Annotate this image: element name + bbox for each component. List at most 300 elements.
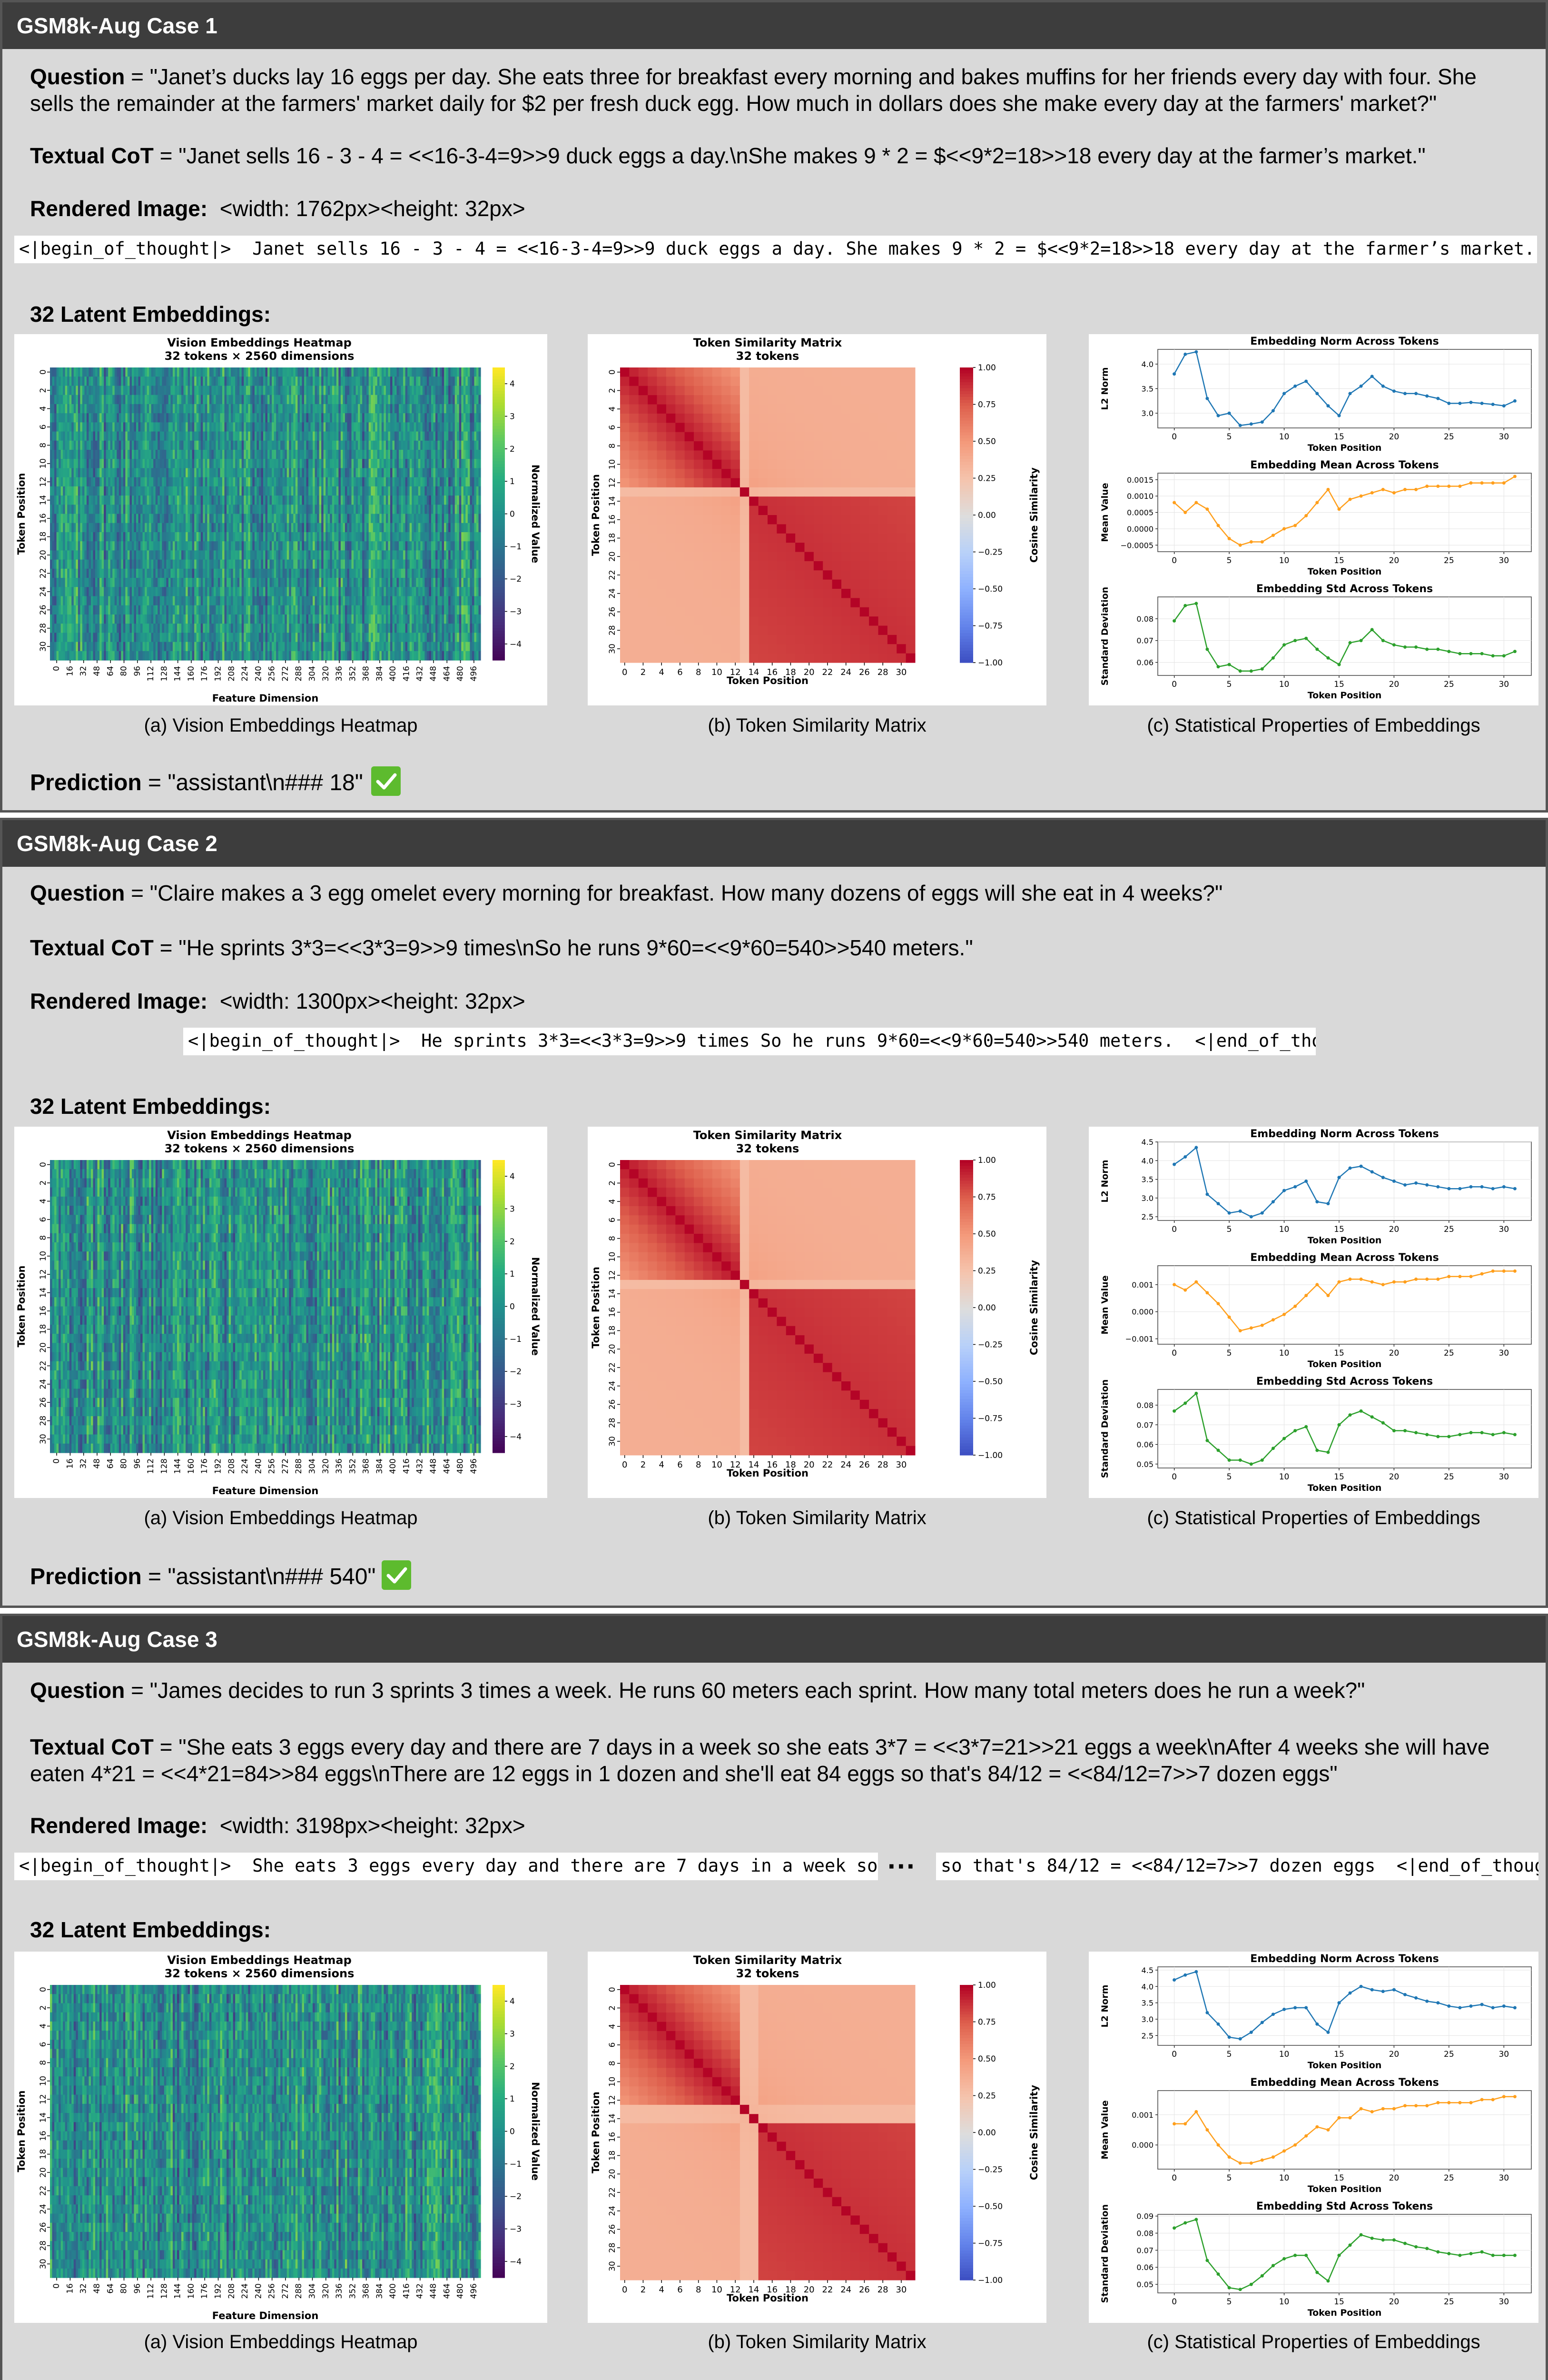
heatmap-cell [384,367,386,377]
heatmap-cell [188,587,190,596]
heatmap-cell [431,514,434,524]
heatmap-cell [71,367,74,377]
heatmap-cell [388,450,390,459]
heatmap-cell [386,450,388,459]
heatmap-cell [110,413,113,423]
heatmap-cell [149,459,151,468]
heatmap-cell [263,468,266,477]
heatmap-cell [138,505,141,514]
heatmap-cell [123,569,126,578]
heatmap-cell [65,523,68,533]
heatmap-cell [384,432,386,441]
heatmap-cell [147,422,149,432]
heatmap-cell [71,541,74,551]
heatmap-cell [57,505,59,514]
heatmap-cell [304,459,306,468]
heatmap-cell [345,395,347,405]
heatmap-cell [407,441,410,450]
heatmap-cell [192,422,195,432]
heatmap-cell [248,422,250,432]
heatmap-cell [261,386,263,395]
heatmap-cell [407,386,410,395]
heatmap-cell [465,468,468,477]
heatmap-cell [205,404,207,414]
heatmap-cell [302,459,304,468]
heatmap-cell [410,505,412,514]
heatmap-cell [440,377,442,386]
heatmap-cell [365,386,367,395]
heatmap-cell [140,569,143,578]
heatmap-cell [87,477,89,487]
heatmap-cell [319,477,322,487]
heatmap-cell [110,587,113,596]
heatmap-cell [237,450,240,459]
heatmap-cell [293,523,296,533]
heatmap-cell [125,386,128,395]
heatmap-cell [225,486,227,496]
heatmap-cell [300,468,302,477]
heatmap-cell [61,422,63,432]
heatmap-cell [442,541,444,551]
heatmap-cell [453,514,455,524]
heatmap-cell [117,422,119,432]
heatmap-cell [338,422,341,432]
heatmap-cell [108,560,110,569]
heatmap-cell [313,468,315,477]
heatmap-cell [250,505,253,514]
heatmap-cell [108,550,110,560]
heatmap-cell [401,560,404,569]
heatmap-cell [181,422,184,432]
heatmap-cell [474,386,476,395]
heatmap-cell [231,505,233,514]
heatmap-cell [390,514,393,524]
heatmap-cell [392,395,394,405]
heatmap-cell [104,550,106,560]
heatmap-cell [366,541,369,551]
heatmap-cell [106,486,108,496]
heatmap-cell [255,477,257,487]
heatmap-cell [192,578,195,587]
heatmap-cell [82,550,85,560]
heatmap-cell [465,496,468,505]
heatmap-cell [192,560,195,569]
heatmap-cell [397,395,399,405]
heatmap-cell [297,532,300,542]
heatmap-cell [162,532,164,542]
heatmap-cell [54,450,57,459]
heatmap-cell [280,441,283,450]
heatmap-cell [205,523,207,533]
heatmap-cell [289,377,291,386]
heatmap-cell [390,578,393,587]
heatmap-cell [220,541,222,551]
heatmap-cell [198,541,201,551]
heatmap-cell [76,395,78,405]
heatmap-cell [272,505,274,514]
heatmap-cell [117,560,119,569]
heatmap-cell [166,450,168,459]
heatmap-cell [218,450,220,459]
heatmap-cell [69,367,72,377]
heatmap-cell [175,578,177,587]
heatmap-cell [175,413,177,423]
heatmap-cell [123,523,126,533]
heatmap-cell [263,505,266,514]
heatmap-cell [410,395,412,405]
heatmap-cell [63,404,65,414]
heatmap-cell [448,496,451,505]
heatmap-cell [420,468,423,477]
heatmap-cell [198,486,201,496]
heatmap-cell [110,532,113,542]
heatmap-cell [330,468,332,477]
heatmap-cell [197,441,199,450]
heatmap-cell [377,422,380,432]
heatmap-cell [423,578,425,587]
heatmap-cell [168,468,171,477]
heatmap-cell [373,486,375,496]
heatmap-cell [338,477,341,487]
heatmap-cell [476,367,479,377]
heatmap-cell [216,514,218,524]
heatmap-cell [134,523,136,533]
heatmap-cell [218,468,220,477]
heatmap-cell [149,541,151,551]
heatmap-cell [399,550,401,560]
heatmap-cell [207,432,209,441]
heatmap-cell [354,505,356,514]
heatmap-cell [248,560,250,569]
heatmap-cell [121,441,123,450]
heatmap-cell [170,422,173,432]
heatmap-cell [250,441,253,450]
heatmap-cell [57,486,59,496]
heatmap-cell [244,404,246,414]
heatmap-cell [95,578,98,587]
heatmap-cell [336,505,339,514]
heatmap-cell [209,505,212,514]
heatmap-cell [410,386,412,395]
heatmap-cell [246,386,248,395]
heatmap-cell [134,578,136,587]
heatmap-cell [343,386,345,395]
heatmap-cell [330,514,332,524]
heatmap-cell [270,468,272,477]
heatmap-cell [261,569,263,578]
heatmap-cell [162,496,164,505]
heatmap-cell [129,587,132,596]
heatmap-cell [405,395,408,405]
heatmap-cell [444,514,446,524]
heatmap-cell [325,432,328,441]
heatmap-cell [362,459,365,468]
heatmap-cell [125,377,128,386]
heatmap-cell [91,523,93,533]
heatmap-cell [248,450,250,459]
heatmap-cell [296,468,298,477]
heatmap-cell [134,477,136,487]
heatmap-cell [423,496,425,505]
heatmap-cell [330,523,332,533]
heatmap-cell [255,578,257,587]
heatmap-cell [123,578,126,587]
heatmap-cell [225,441,227,450]
question-text: = "Janet’s ducks lay 16 eggs per day. She eats three for breakfast every morning and bakes muffins for her friends every day with four. She sells the remainder at the farmers' market daily for $2 per fresh duck egg. How much in dollars does she make every day at the farmers' market?" [30,64,1477,116]
heatmap-cell [446,477,449,487]
heatmap-cell [343,550,345,560]
heatmap-cell [278,377,281,386]
heatmap-cell [225,404,227,414]
heatmap-cell [474,541,476,551]
heatmap-cell [438,496,440,505]
heatmap-cell [296,486,298,496]
heatmap-cell [304,587,306,596]
heatmap-cell [170,541,173,551]
heatmap-cell [252,450,255,459]
heatmap-cell [78,377,80,386]
heatmap-cell [308,477,311,487]
heatmap-cell [82,560,85,569]
heatmap-cell [143,395,145,405]
heatmap-cell [382,550,384,560]
heatmap-cell [433,514,435,524]
heatmap-cell [136,450,138,459]
heatmap-cell [61,459,63,468]
heatmap-cell [108,404,110,414]
heatmap-cell [433,459,435,468]
heatmap-cell [336,569,339,578]
heatmap-cell [153,422,156,432]
heatmap-cell [334,486,336,496]
heatmap-cell [313,413,315,423]
heatmap-cell [237,541,240,551]
heatmap-cell [147,386,149,395]
heatmap-cell [177,367,179,377]
heatmap-cell [407,587,410,596]
heatmap-cell [291,496,294,505]
heatmap-cell [266,404,268,414]
heatmap-cell [319,587,322,596]
heatmap-cell [255,459,257,468]
heatmap-cell [173,432,175,441]
heatmap-cell [270,496,272,505]
heatmap-cell [414,587,416,596]
heatmap-cell [365,532,367,542]
heatmap-cell [134,541,136,551]
heatmap-cell [274,578,276,587]
heatmap-cell [129,560,132,569]
heatmap-cell [252,395,255,405]
heatmap-cell [205,514,207,524]
heatmap-cell [313,505,315,514]
heatmap-cell [80,587,82,596]
heatmap-cell [474,523,476,533]
heatmap-cell [270,386,272,395]
heatmap-cell [158,505,160,514]
heatmap-cell [285,505,287,514]
heatmap-cell [112,496,115,505]
heatmap-cell [358,496,360,505]
heatmap-cell [304,477,306,487]
heatmap-cell [354,404,356,414]
heatmap-cell [214,496,216,505]
heatmap-cell [369,468,371,477]
heatmap-cell [360,587,363,596]
heatmap-cell [78,432,80,441]
heatmap-cell [435,477,438,487]
heatmap-cell [416,477,418,487]
heatmap-cell [123,514,126,524]
heatmap-cell [369,541,371,551]
heatmap-cell [338,486,341,496]
heatmap-cell [186,505,188,514]
heatmap-cell [444,377,446,386]
heatmap-cell [63,560,65,569]
heatmap-cell [50,496,52,505]
heatmap-cell [338,550,341,560]
heatmap-cell [205,468,207,477]
heatmap-cell [237,441,240,450]
heatmap-cell [414,459,416,468]
heatmap-cell [98,441,100,450]
heatmap-cell [465,413,468,423]
heatmap-cell [263,569,266,578]
heatmap-cell [246,532,248,542]
heatmap-cell [181,386,184,395]
heatmap-cell [371,587,373,596]
heatmap-cell [115,514,117,524]
heatmap-cell [352,505,354,514]
heatmap-cell [382,578,384,587]
heatmap-cell [65,450,68,459]
heatmap-cell [457,514,459,524]
heatmap-cell [375,560,377,569]
heatmap-cell [360,459,363,468]
heatmap-cell [267,441,270,450]
heatmap-cell [158,432,160,441]
heatmap-cell [239,505,242,514]
heatmap-cell [162,404,164,414]
heatmap-cell [76,541,78,551]
heatmap-cell [244,386,246,395]
heatmap-cell [465,377,468,386]
heatmap-cell [308,422,311,432]
heatmap-cell [179,578,182,587]
heatmap-cell [233,486,236,496]
heatmap-cell [149,578,151,587]
heatmap-cell [99,422,102,432]
heatmap-cell [401,505,404,514]
heatmap-cell [358,560,360,569]
heatmap-cell [433,450,435,459]
heatmap-cell [371,395,373,405]
heatmap-cell [110,377,113,386]
heatmap-cell [246,404,248,414]
heatmap-cell [216,459,218,468]
heatmap-cell [334,505,336,514]
heatmap-cell [418,505,421,514]
heatmap-cell [216,587,218,596]
heatmap-cell [198,560,201,569]
heatmap-cell [110,514,113,524]
heatmap-cell [321,514,324,524]
heatmap-cell [438,477,440,487]
heatmap-cell [188,404,190,414]
heatmap-cell [119,550,121,560]
heatmap-cell [198,550,201,560]
heatmap-cell [218,459,220,468]
heatmap-cell [261,514,263,524]
heatmap-cell [259,441,261,450]
heatmap-cell [250,569,253,578]
heatmap-cell [214,560,216,569]
heatmap-cell [397,505,399,514]
heatmap-cell [52,560,55,569]
heatmap-cell [61,514,63,524]
heatmap-cell [338,450,341,459]
heatmap-cell [401,587,404,596]
heatmap-cell [233,477,236,487]
heatmap-cell [366,386,369,395]
heatmap-cell [188,413,190,423]
heatmap-cell [184,404,186,414]
heatmap-cell [84,486,87,496]
heatmap-cell [317,422,319,432]
heatmap-cell [388,432,390,441]
heatmap-cell [123,560,126,569]
heatmap-cell [128,550,130,560]
heatmap-cell [289,432,291,441]
heatmap-cell [207,386,209,395]
heatmap-cell [352,459,354,468]
heatmap-cell [162,523,164,533]
heatmap-cell [338,578,341,587]
heatmap-cell [313,432,315,441]
heatmap-cell [321,386,324,395]
heatmap-cell [302,532,304,542]
heatmap-cell [457,432,459,441]
heatmap-cell [82,422,85,432]
heatmap-cell [478,477,481,487]
heatmap-cell [129,578,132,587]
heatmap-cell [259,422,261,432]
heatmap-cell [123,367,126,377]
heatmap-cell [69,587,72,596]
heatmap-cell [267,541,270,551]
heatmap-cell [459,550,462,560]
heatmap-cell [138,413,141,423]
heatmap-cell [255,569,257,578]
heatmap-cell [315,523,317,533]
heatmap-cell [336,523,339,533]
heatmap-cell [138,587,141,596]
heatmap-cell [261,459,263,468]
heatmap-cell [431,413,434,423]
heatmap-cell [173,587,175,596]
heatmap-cell [211,550,214,560]
heatmap-cell [71,496,74,505]
heatmap-cell [227,523,229,533]
heatmap-cell [128,532,130,542]
heatmap-cell [82,386,85,395]
heatmap-cell [267,505,270,514]
heatmap-cell [336,377,339,386]
heatmap-cell [153,395,156,405]
heatmap-cell [476,532,479,542]
heatmap-cell [343,404,345,414]
heatmap-cell [220,404,222,414]
